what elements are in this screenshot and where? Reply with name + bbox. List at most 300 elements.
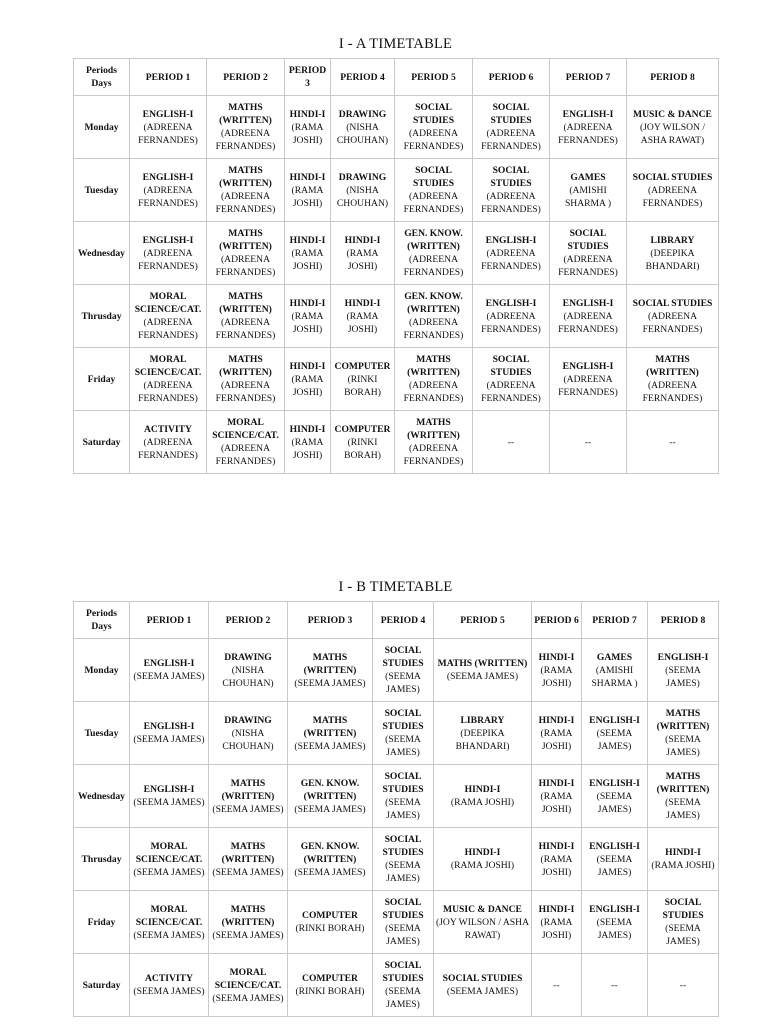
day-label: Wednesday [74,765,130,828]
timetable-cell [130,639,209,702]
period-header: PERIOD 1 [130,602,209,639]
timetable-cell [207,411,285,474]
subject-label: SOCIAL STUDIES [662,897,704,921]
day-label: Monday [74,639,130,702]
subject-label: MUSIC & DANCE [443,903,522,915]
period-header: PERIOD 3 [285,59,331,96]
teacher-label: (ADREENA FERNANDES) [558,373,618,398]
timetable-cell [532,702,582,765]
timetable-cell [288,828,373,891]
timetable-cell [285,159,331,222]
timetable-cell [209,954,288,1017]
teacher-label: (RAMA JOSHI) [346,310,379,335]
timetable-cell [285,348,331,411]
subject-label: ENGLISH-I [143,658,195,669]
teacher-label: (SEEMA JAMES) [294,866,366,878]
subject-label: MATHS (WRITTEN) [219,291,272,315]
corner-header: Periods Days [74,602,130,639]
timetable-cell [288,954,373,1017]
teacher-label: (JOY WILSON / ASHA RAWAT) [639,121,706,146]
subject-label: GAMES [570,171,606,183]
teacher-label: (NISHA CHOUHAN) [336,184,389,209]
table-row [74,702,719,765]
table-row [74,639,719,702]
subject-label: LIBRARY [460,714,505,726]
subject-label: ENGLISH-I [485,234,537,246]
timetable-cell [434,954,532,1017]
subject-label: HINDI-I [344,297,381,309]
subject-label: MATHS (WRITTEN) [221,840,275,865]
timetable-cell [582,765,648,828]
timetable-cell [648,765,719,828]
subject-label: ENGLISH-I [142,108,194,120]
subject-label: HINDI-I [289,171,326,183]
teacher-label: (ADREENA FERNANDES) [138,121,198,146]
table-row [74,159,719,222]
teacher-label: (SEEMA JAMES) [133,797,205,808]
subject-label: SOCIAL STUDIES [382,834,424,858]
teacher-label: (RAMA JOSHI) [291,247,324,272]
timetable-cell [288,891,373,954]
teacher-label: (SEEMA JAMES) [133,929,205,941]
period-header: PERIOD 2 [209,602,288,639]
subject-label: MATHS (WRITTEN) [219,102,272,126]
day-label: Tuesday [74,159,130,222]
subject-label: DRAWING [224,651,272,663]
table-row [74,222,719,285]
timetable-cell [130,411,207,474]
timetable-cell [648,639,719,702]
timetable-cell [373,639,434,702]
timetable-cell [434,639,532,702]
subject-label: MATHS (WRITTEN) [219,165,272,189]
timetable-cell [207,222,285,285]
teacher-label: -- [584,436,592,448]
timetable-cell [627,222,719,285]
subject-label: HINDI-I [538,714,575,726]
period-header: PERIOD 1 [130,59,207,96]
subject-label: ENGLISH-I [562,297,614,309]
period-header: PERIOD 7 [582,602,648,639]
day-label: Wednesday [74,222,130,285]
subject-label: SOCIAL STUDIES [442,973,523,984]
timetable-cell [473,411,550,474]
subject-label: ENGLISH-I [562,360,614,372]
timetable-cell [648,954,719,1017]
timetable-cell [395,96,473,159]
teacher-label: -- [553,979,560,991]
teacher-label: (ADREENA FERNANDES) [215,191,276,215]
teacher-label: (RINKI BORAH) [295,986,365,997]
timetable-cell [285,222,331,285]
teacher-label: (SEEMA JAMES) [294,803,366,815]
teacher-label: (ADREENA FERNANDES) [403,380,464,404]
teacher-label: (SEEMA JAMES) [596,853,633,878]
timetable-title: I - B TIMETABLE [338,579,453,595]
period-header: PERIOD 4 [373,602,434,639]
table-row [74,96,719,159]
table-row [74,954,719,1017]
timetable-cell [582,954,648,1017]
subject-label: SOCIAL STUDIES [632,297,713,309]
subject-label: HINDI-I [464,784,501,795]
teacher-label: (SEEMA JAMES) [385,734,421,758]
subject-label: GEN. KNOW. (WRITTEN) [300,777,360,802]
timetable-cell [582,891,648,954]
subject-label: SOCIAL STUDIES [490,165,532,189]
timetable-cell [207,159,285,222]
teacher-label: (SEEMA JAMES) [665,923,701,947]
teacher-label: (AMISHI SHARMA ) [591,664,638,689]
teacher-label: (SEEMA JAMES) [596,916,633,941]
subject-label: HINDI-I [289,297,326,309]
timetable-cell [373,828,434,891]
teacher-label: (RAMA JOSHI) [540,727,573,752]
teacher-label: (DEEPIKA BHANDARI) [645,247,700,272]
subject-label: MORAL SCIENCE/CAT. [134,354,202,378]
subject-label: SOCIAL STUDIES [567,228,609,252]
teacher-label: (SEEMA JAMES) [385,797,421,821]
subject-label: MORAL SCIENCE/CAT. [135,903,203,928]
timetable-cell [288,639,373,702]
timetable-cell [627,285,719,348]
subject-label: DRAWING [338,108,387,120]
timetable-cell [473,285,550,348]
subject-label: DRAWING [224,714,272,726]
teacher-label: (SEEMA JAMES) [385,860,421,884]
teacher-label: (SEEMA JAMES) [665,797,701,821]
timetable-cell [395,285,473,348]
subject-label: MATHS (WRITTEN) [221,777,275,802]
teacher-label: (ADREENA FERNANDES) [642,310,703,335]
day-label: Tuesday [74,702,130,765]
subject-label: COMPUTER [334,423,391,435]
teacher-label: (RINKI BORAH) [344,373,381,398]
teacher-label: (RAMA JOSHI) [540,853,573,878]
subject-label: MORAL SCIENCE/CAT. [135,840,203,865]
subject-label: ENGLISH-I [589,777,640,789]
timetable-cell [582,639,648,702]
table-row [74,891,719,954]
subject-label: SOCIAL STUDIES [412,165,455,189]
timetable-cell [532,954,582,1017]
day-label: Monday [74,96,130,159]
subject-label: COMPUTER [302,973,358,984]
teacher-label: (ADREENA FERNANDES) [215,380,276,404]
timetable-cell [331,222,395,285]
timetable-cell [130,828,209,891]
teacher-label: (ADREENA FERNANDES) [403,443,464,467]
corner-header: Periods Days [74,59,130,96]
subject-label: MORAL SCIENCE/CAT. [134,291,202,315]
subject-label: MUSIC & DANCE [633,108,712,120]
timetable-cell [130,285,207,348]
timetable-table [73,601,719,1017]
timetable-cell [473,159,550,222]
timetable-table [73,58,719,474]
teacher-label: (ADREENA FERNANDES) [215,128,276,152]
period-header: PERIOD 4 [331,59,395,96]
timetable-cell [550,285,627,348]
timetable-cell [550,411,627,474]
timetable-cell [209,639,288,702]
teacher-label: (SEEMA JAMES) [212,992,284,1004]
timetable-cell [550,96,627,159]
teacher-label: (SEEMA JAMES) [446,671,519,682]
subject-label: ENGLISH-I [142,234,194,246]
teacher-label: (SEEMA JAMES) [596,790,633,815]
subject-label: SOCIAL STUDIES [412,102,455,126]
subject-label: HINDI-I [344,234,381,246]
subject-label: COMPUTER [334,360,391,372]
timetable-cell [209,765,288,828]
teacher-label: (ADREENA FERNANDES) [481,310,541,335]
teacher-label: (NISHA CHOUHAN) [222,727,274,752]
teacher-label: -- [611,979,618,991]
subject-label: MATHS (WRITTEN) [437,658,528,669]
teacher-label: -- [679,979,687,991]
period-header: PERIOD 3 [288,602,373,639]
teacher-label: (RAMA JOSHI) [540,916,573,941]
teacher-label: (RAMA JOSHI) [346,247,379,272]
timetable-cell [473,222,550,285]
timetable-cell [331,159,395,222]
day-label: Friday [74,348,130,411]
subject-label: SOCIAL STUDIES [382,771,424,795]
teacher-label: (ADREENA FERNANDES) [215,317,276,341]
teacher-label: (ADREENA FERNANDES) [403,191,464,215]
teacher-label: (ADREENA FERNANDES) [138,436,198,461]
timetable-cell [373,765,434,828]
subject-label: ACTIVITY [144,423,192,435]
timetable-cell [288,702,373,765]
subject-label: ENGLISH-I [589,903,640,915]
subject-label: DRAWING [338,171,387,183]
teacher-label: (ADREENA FERNANDES) [481,380,541,404]
timetable-cell [627,159,719,222]
timetable-cell [331,285,395,348]
header-row [74,602,719,639]
teacher-label: (RAMA JOSHI) [540,664,573,689]
table-row [74,348,719,411]
subject-label: MATHS (WRITTEN) [656,771,710,795]
timetable-cell [209,702,288,765]
subject-label: HINDI-I [289,234,326,246]
timetable-cell [627,348,719,411]
period-header: PERIOD 6 [473,59,550,96]
teacher-label: (RAMA JOSHI) [291,373,324,398]
teacher-label: (ADREENA FERNANDES) [138,247,198,272]
timetable-cell [130,348,207,411]
timetable-cell [130,222,207,285]
subject-label: MATHS (WRITTEN) [407,354,460,378]
teacher-label: (RAMA JOSHI) [291,436,324,461]
timetable-cell [331,96,395,159]
timetable-cell [473,348,550,411]
subject-label: ACTIVITY [145,973,193,984]
timetable-cell [209,828,288,891]
teacher-label: (ADREENA FERNANDES) [481,247,541,272]
subject-label: LIBRARY [650,234,695,246]
subject-label: GEN. KNOW. (WRITTEN) [404,291,463,315]
teacher-label: (ADREENA FERNANDES) [403,317,464,341]
period-header: PERIOD 2 [207,59,285,96]
subject-label: GEN. KNOW. (WRITTEN) [300,840,360,865]
teacher-label: (ADREENA FERNANDES) [642,380,703,404]
teacher-label: (RINKI BORAH) [344,436,381,461]
subject-label: GEN. KNOW. (WRITTEN) [404,228,463,252]
teacher-label: (JOY WILSON / ASHA RAWAT) [435,916,529,941]
timetable-cell [648,828,719,891]
teacher-label: -- [507,436,515,448]
subject-label: SOCIAL STUDIES [382,960,424,984]
timetable-cell [532,765,582,828]
teacher-label: (ADREENA FERNANDES) [403,128,464,152]
teacher-label: (RINKI BORAH) [295,923,365,934]
timetable-cell [582,702,648,765]
teacher-label: (RAMA JOSHI) [651,860,715,871]
timetable-cell [648,702,719,765]
subject-label: HINDI-I [538,840,575,852]
timetable-cell [209,891,288,954]
teacher-label: (SEEMA JAMES) [294,677,366,689]
teacher-label: (SEEMA JAMES) [385,671,421,695]
table-row [74,285,719,348]
timetable-cell [434,828,532,891]
timetable-cell [373,891,434,954]
teacher-label: (ADREENA FERNANDES) [215,254,276,278]
period-header: PERIOD 5 [434,602,532,639]
subject-label: HINDI-I [289,423,326,435]
teacher-label: (SEEMA JAMES) [446,986,519,997]
header-row [74,59,719,96]
timetable-cell [130,96,207,159]
subject-label: ENGLISH-I [657,651,709,663]
teacher-label: (ADREENA FERNANDES) [403,254,464,278]
subject-label: SOCIAL STUDIES [490,354,532,378]
timetable-cell [473,96,550,159]
subject-label: HINDI-I [538,903,575,915]
day-label: Friday [74,891,130,954]
timetable-cell [207,285,285,348]
teacher-label: (RAMA JOSHI) [291,121,324,146]
timetable-cell [648,891,719,954]
timetable-title: I - A TIMETABLE [338,36,453,52]
subject-label: MATHS (WRITTEN) [407,417,460,441]
subject-label: MATHS (WRITTEN) [221,903,275,928]
timetable-cell [130,891,209,954]
teacher-label: (ADREENA FERNANDES) [558,121,618,146]
teacher-label: (RAMA JOSHI) [450,797,515,808]
teacher-label: (SEEMA JAMES) [133,671,205,682]
teacher-label: (SEEMA JAMES) [294,740,366,752]
timetable-cell [373,702,434,765]
timetable-cell [285,96,331,159]
day-label: Thrusday [74,285,130,348]
subject-label: MATHS (WRITTEN) [303,714,357,739]
timetable-cell [207,96,285,159]
subject-label: MATHS (WRITTEN) [646,354,699,378]
teacher-label: (RAMA JOSHI) [291,310,324,335]
teacher-label: (SEEMA JAMES) [385,923,421,947]
table-row [74,828,719,891]
subject-label: MATHS (WRITTEN) [219,228,272,252]
timetable-cell [434,702,532,765]
timetable-cell [532,828,582,891]
timetable-cell [550,348,627,411]
timetable-cell [130,765,209,828]
period-header: PERIOD 5 [395,59,473,96]
timetable-cell [582,828,648,891]
timetable-cell [395,222,473,285]
subject-label: HINDI-I [665,847,701,858]
subject-label: MATHS (WRITTEN) [219,354,272,378]
timetable-cell [395,411,473,474]
teacher-label: (RAMA JOSHI) [291,184,324,209]
subject-label: SOCIAL STUDIES [382,708,424,732]
timetable-cell [434,891,532,954]
timetable-cell [207,348,285,411]
subject-label: HINDI-I [464,847,501,858]
teacher-label: (SEEMA JAMES) [665,664,701,689]
day-label: Saturday [74,954,130,1017]
subject-label: HINDI-I [289,360,326,372]
teacher-label: (AMISHI SHARMA ) [564,184,612,209]
timetable-cell [373,954,434,1017]
period-header: PERIOD 6 [532,602,582,639]
subject-label: HINDI-I [538,777,575,789]
subject-label: SOCIAL STUDIES [490,102,532,126]
period-header: PERIOD 7 [550,59,627,96]
teacher-label: (DEEPIKA BHANDARI) [455,727,510,752]
subject-label: MATHS (WRITTEN) [656,708,710,732]
subject-label: ENGLISH-I [143,784,195,795]
timetable-cell [532,891,582,954]
timetable-cell [130,702,209,765]
subject-label: ENGLISH-I [589,714,640,726]
teacher-label: (NISHA CHOUHAN) [336,121,389,146]
table-row [74,765,719,828]
timetable-cell [395,159,473,222]
subject-label: ENGLISH-I [485,297,537,309]
teacher-label: (ADREENA FERNANDES) [642,184,703,209]
timetable-cell [434,765,532,828]
subject-label: ENGLISH-I [142,171,194,183]
teacher-label: (SEEMA JAMES) [133,866,205,878]
timetable-cell [285,411,331,474]
teacher-label: (RAMA JOSHI) [540,790,573,815]
teacher-label: (SEEMA JAMES) [212,866,284,878]
teacher-label: (SEEMA JAMES) [212,803,284,815]
subject-label: SOCIAL STUDIES [382,897,424,921]
table-row [74,411,719,474]
teacher-label: (NISHA CHOUHAN) [222,664,274,689]
teacher-label: (SEEMA JAMES) [665,734,701,758]
timetable-cell [130,954,209,1017]
timetable-cell [288,765,373,828]
teacher-label: (ADREENA FERNANDES) [138,184,198,209]
timetable-cell [130,159,207,222]
timetable-cell [627,96,719,159]
timetable-cell [550,222,627,285]
teacher-label: -- [669,436,676,448]
teacher-label: (ADREENA FERNANDES) [138,317,198,341]
timetable-cell [331,411,395,474]
teacher-label: (SEEMA JAMES) [133,734,205,745]
timetable-cell [285,285,331,348]
timetable-cell [395,348,473,411]
subject-label: SOCIAL STUDIES [632,171,713,183]
